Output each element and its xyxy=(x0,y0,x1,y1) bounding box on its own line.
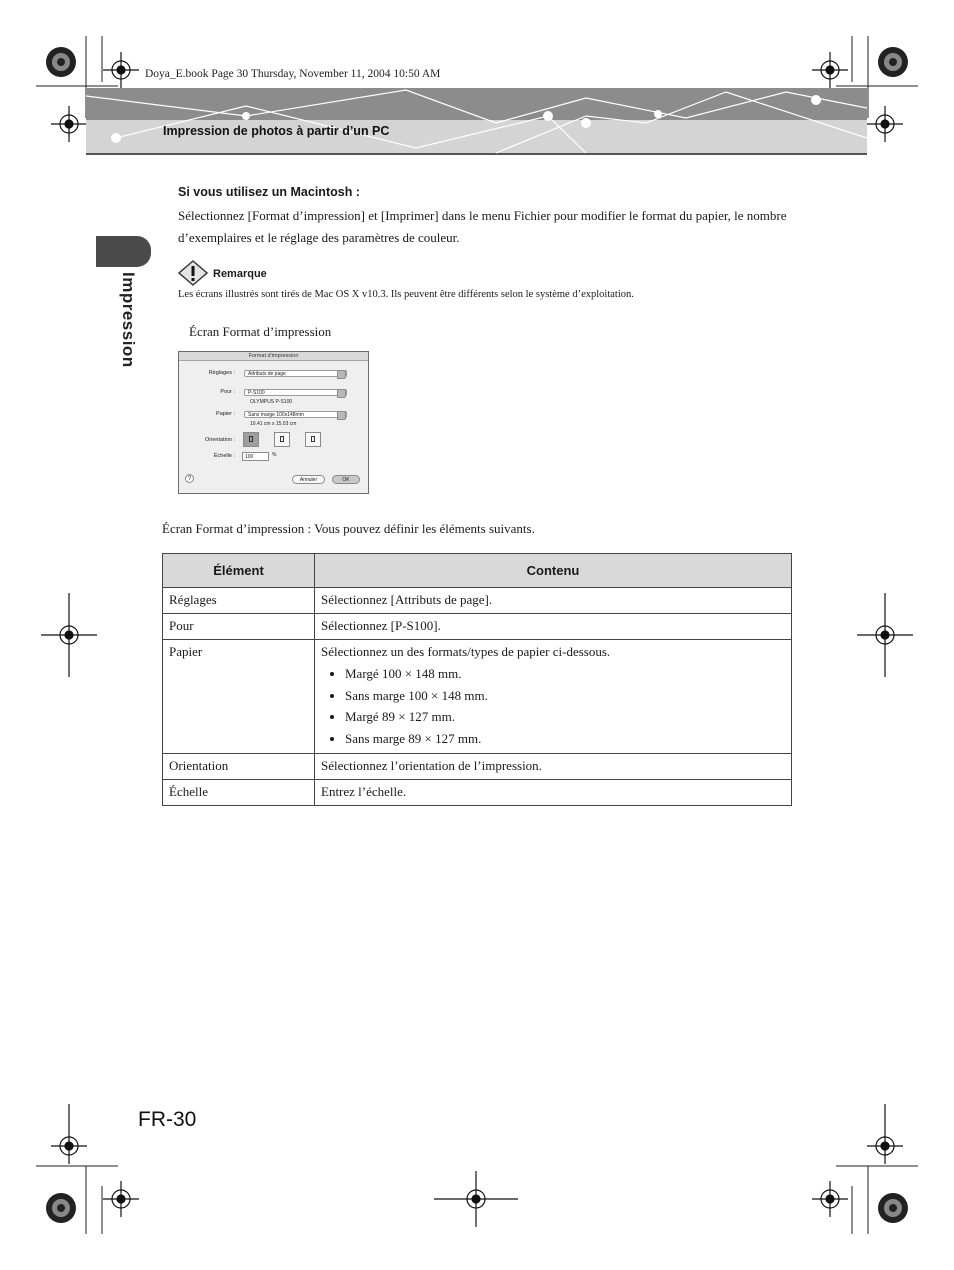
list-item: • Sans marge 100 × 148 mm. xyxy=(345,685,785,707)
scale-input[interactable]: 100 xyxy=(242,452,269,461)
paper-size: 10.41 cm x 15.03 cm xyxy=(250,421,297,427)
orientation-landscape-reverse-button[interactable] xyxy=(305,432,321,447)
list-item: • Margé 89 × 127 mm. xyxy=(345,706,785,728)
table-row xyxy=(163,754,792,780)
help-button[interactable]: ? xyxy=(185,474,194,483)
item-cell: Papier xyxy=(163,640,315,754)
paper-options-list xyxy=(321,663,785,749)
paper-popup[interactable]: Sans marge 100x148mm xyxy=(244,411,347,418)
side-tab-label: Impression xyxy=(119,272,138,368)
cancel-button[interactable]: Annuler xyxy=(292,475,325,484)
paper-label: Papier : xyxy=(216,411,235,417)
column-header-element: Élément xyxy=(163,554,315,588)
content-cell: Entrez l’échelle. xyxy=(315,780,792,806)
list-item: • Margé 100 × 148 mm. xyxy=(345,663,785,685)
content-cell: Sélectionnez l’orientation de l’impression. xyxy=(315,754,792,780)
percent-sign: % xyxy=(272,452,277,458)
settings-popup[interactable]: Attributs de page xyxy=(244,370,347,377)
page-setup-dialog xyxy=(178,351,369,494)
format-for-popup[interactable]: P-S100 xyxy=(244,389,347,396)
page-number: FR-30 xyxy=(138,1108,197,1131)
dialog-title: Format d’impression xyxy=(179,352,368,361)
content-cell xyxy=(315,640,792,754)
warning-icon xyxy=(178,260,208,286)
header-band xyxy=(86,88,867,155)
list-item: • Sans marge 89 × 127 mm. xyxy=(345,728,785,750)
orientation-label: Orientation : xyxy=(205,437,235,443)
note-title: Remarque xyxy=(213,268,267,280)
orientation-portrait-button[interactable] xyxy=(243,432,259,447)
table-row xyxy=(163,588,792,614)
content-cell: Sélectionnez [P-S100]. xyxy=(315,614,792,640)
settings-label: Réglages : xyxy=(208,370,235,376)
side-tab xyxy=(96,236,151,267)
item-cell: Réglages xyxy=(163,588,315,614)
section-title: Impression de photos à partir d’un PC xyxy=(163,124,390,138)
settings-table xyxy=(162,553,792,806)
screen-caption: Écran Format d’impression xyxy=(189,324,332,339)
mac-heading: Si vous utilisez un Macintosh : xyxy=(178,185,360,199)
running-header: Doya_E.book Page 30 Thursday, November 11, 2004 10:50 AM xyxy=(145,68,441,80)
content-cell: Sélectionnez [Attributs de page]. xyxy=(315,588,792,614)
item-cell: Orientation xyxy=(163,754,315,780)
scale-label: Échelle : xyxy=(213,453,235,459)
content-text: Sélectionnez un des formats/types de papier ci-dessous. xyxy=(321,644,611,659)
note-text: Les écrans illustrés sont tirés de Mac OS X v10.3. Ils peuvent être différents selon le système d’exploitation. xyxy=(178,289,634,300)
format-for-label: Pour : xyxy=(220,389,235,395)
column-header-content: Contenu xyxy=(315,554,792,588)
table-row xyxy=(163,640,792,754)
ok-button[interactable]: OK xyxy=(332,475,360,484)
intro-text: Écran Format d’impression : Vous pouvez définir les éléments suivants. xyxy=(162,521,535,536)
item-cell: Échelle xyxy=(163,780,315,806)
mac-paragraph: Sélectionnez [Format d’impression] et [Imprimer] dans le menu Fichier pour modifier le format du papier, le nombre d’exemplaires et le réglage des paramètres de couleur. xyxy=(178,208,787,245)
printer-name: OLYMPUS P-S100 xyxy=(250,399,293,405)
table-row xyxy=(163,780,792,806)
orientation-landscape-button[interactable] xyxy=(274,432,290,447)
table-row xyxy=(163,614,792,640)
item-cell: Pour xyxy=(163,614,315,640)
